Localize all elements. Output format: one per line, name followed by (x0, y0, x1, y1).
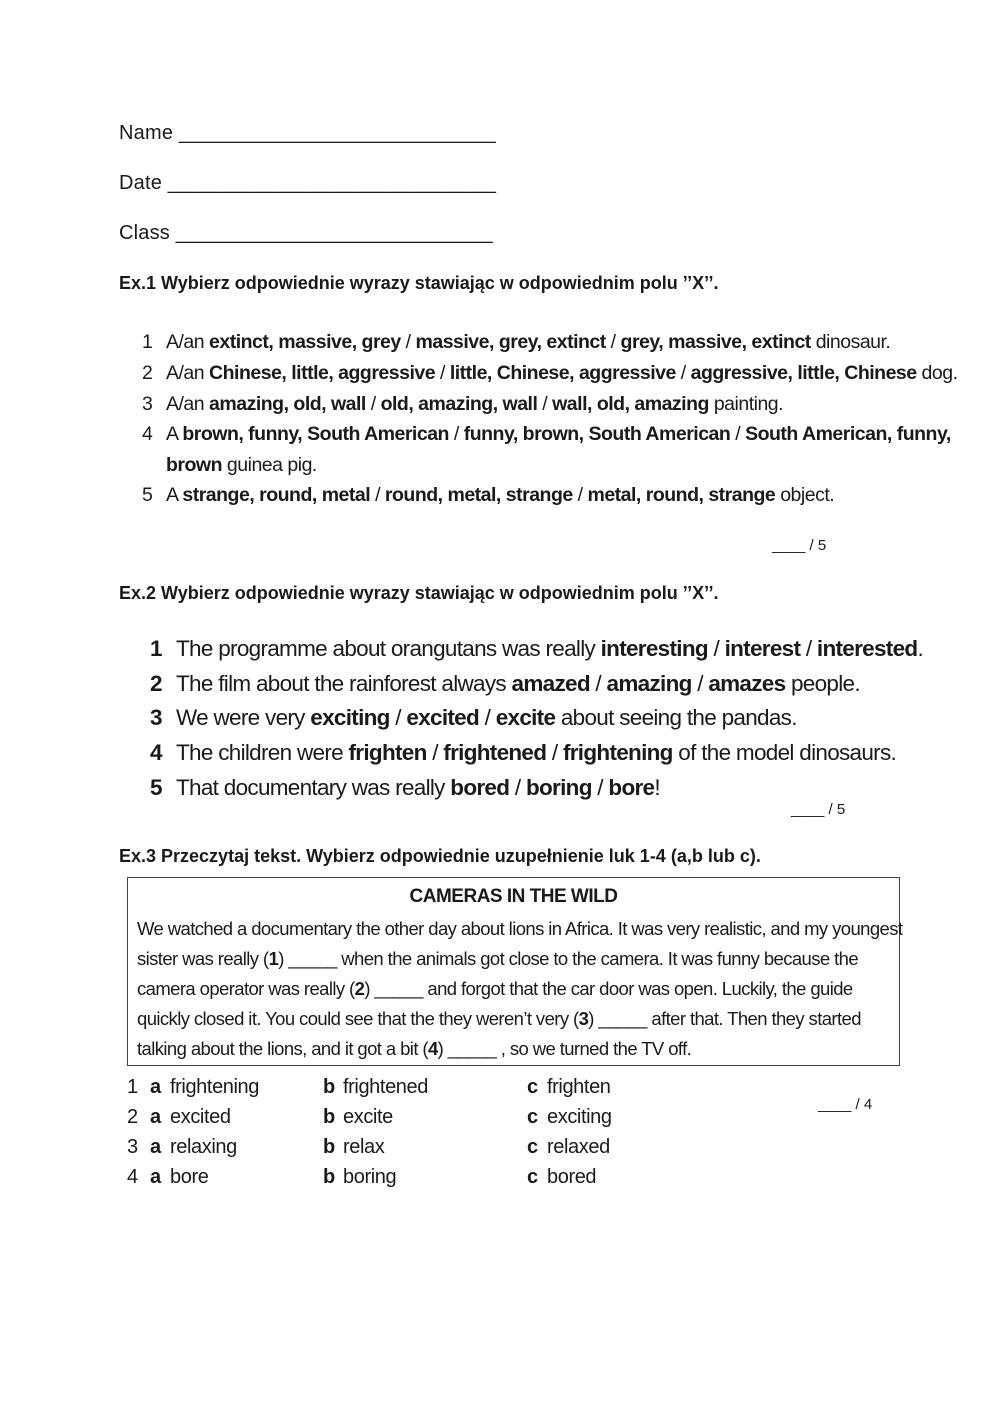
option-b[interactable]: b frightened (323, 1076, 428, 1098)
choice-option[interactable]: frightening (562, 740, 673, 765)
option-c[interactable]: c frighten (527, 1076, 611, 1098)
gap-number: 3 (578, 1008, 589, 1029)
option-c[interactable]: c relaxed (527, 1136, 610, 1158)
option-a[interactable]: a relaxing (150, 1136, 237, 1158)
reading-line: quickly closed it. You could see that the they weren’t very (3) _____ after that. Then they started (137, 1008, 861, 1029)
item-number: 5 (142, 484, 153, 506)
choice-option[interactable]: amazes (708, 671, 786, 696)
gap-number: 4 (427, 1038, 438, 1059)
choice-option[interactable]: funny, brown, South American (463, 423, 731, 445)
reading-text-box (127, 877, 903, 1066)
date-field: Date _____________________________ (119, 172, 497, 194)
item-number: 5 (150, 775, 162, 800)
name-field: Name ____________________________ (119, 122, 496, 144)
choice-option[interactable]: amazing, old, wall (209, 393, 366, 415)
option-c[interactable]: c bored (527, 1166, 597, 1188)
choice-option[interactable]: boring (525, 775, 592, 800)
reading-line: sister was really (1) _____ when the animals got close to the camera. It was funny because the (137, 948, 859, 969)
choice-option[interactable]: frightened (443, 740, 547, 765)
reading-line: talking about the lions, and it got a bit (4) _____ , so we turned the TV off. (137, 1038, 692, 1059)
choice-option[interactable]: excite (495, 705, 556, 730)
ex2-item-4: 4 The children were frighten / frightened / frightening of the model dinosaurs. (150, 740, 897, 765)
ex1-score: ____ / 5 (772, 537, 827, 554)
ex1-heading: Ex.1 Wybierz odpowiednie wyrazy stawiając w odpowiednim polu ’’X’’. (119, 273, 719, 293)
ex2-item-1: 1 The programme about orangutans was really interesting / interest / interested. (150, 636, 924, 661)
choice-option[interactable]: South American, funny, (745, 423, 951, 445)
ex1-item-5: 5 A strange, round, metal / round, metal, strange / metal, round, strange object. (142, 484, 835, 506)
choice-option[interactable]: bore (608, 775, 655, 800)
choice-option[interactable]: aggressive, little, Chinese (690, 362, 917, 384)
choice-option[interactable]: little, Chinese, aggressive (449, 362, 676, 384)
option-b[interactable]: b excite (323, 1106, 393, 1128)
choice-option[interactable]: brown (166, 454, 222, 476)
question-number: 1 (127, 1076, 139, 1098)
choice-option[interactable]: amazed (511, 671, 590, 696)
choice-option[interactable]: Chinese, little, aggressive (209, 362, 436, 384)
choice-option[interactable]: metal, round, strange (587, 484, 776, 506)
gap-number: 1 (268, 948, 279, 969)
reading-line: We watched a documentary the other day about lions in Africa. It was very realistic, and my youngest (137, 918, 903, 939)
ex3-heading: Ex.3 Przeczytaj tekst. Wybierz odpowiednie uzupełnienie luk 1-4 (a,b lub c). (119, 846, 761, 866)
ex1-item-1: 1 A/an extinct, massive, grey / massive, grey, extinct / grey, massive, extinct dinosaur. (142, 331, 891, 353)
gap-number: 2 (354, 978, 365, 999)
class-field: Class ____________________________ (119, 222, 493, 244)
choice-option[interactable]: interested (816, 636, 918, 661)
question-number: 2 (127, 1106, 139, 1128)
choice-option[interactable]: interesting (600, 636, 708, 661)
ex2-score: ____ / 5 (791, 801, 846, 818)
option-a[interactable]: a frightening (150, 1076, 259, 1098)
option-a[interactable]: a excited (150, 1106, 231, 1128)
item-number: 4 (150, 740, 162, 765)
item-number: 3 (150, 705, 162, 730)
choice-option[interactable]: amazing (606, 671, 692, 696)
item-number: 4 (142, 423, 153, 445)
ex2-item-2: 2 The film about the rainforest always amazed / amazing / amazes people. (150, 671, 860, 696)
ex1-item-4: 4 A brown, funny, South American / funny, brown, South American / South American, funny, (142, 423, 951, 445)
choice-option[interactable]: brown, funny, South American (182, 423, 449, 445)
item-number: 3 (142, 393, 153, 415)
item-number: 1 (142, 331, 153, 353)
option-b[interactable]: b relax (323, 1136, 385, 1158)
option-c[interactable]: c exciting (527, 1106, 612, 1128)
ex2-item-5: 5 That documentary was really bored / boring / bore! (150, 775, 660, 800)
ex1-item-3: 3 A/an amazing, old, wall / old, amazing, wall / wall, old, amazing painting. (142, 393, 784, 415)
choice-option[interactable]: wall, old, amazing (552, 393, 709, 415)
choice-option[interactable]: massive, grey, extinct (415, 331, 606, 353)
reading-line: camera operator was really (2) _____ and forgot that the car door was open. Luckily, the guide (137, 978, 853, 999)
item-number: 2 (150, 671, 162, 696)
item-number: 2 (142, 362, 153, 384)
question-number: 4 (127, 1166, 139, 1188)
option-a[interactable]: a bore (150, 1166, 209, 1188)
choice-option[interactable]: strange, round, metal (182, 484, 371, 506)
choice-option[interactable]: extinct, massive, grey (209, 331, 401, 353)
choice-option[interactable]: exciting (310, 705, 390, 730)
item-number: 1 (150, 636, 162, 661)
reading-title: CAMERAS IN THE WILD (409, 886, 618, 907)
choice-option[interactable]: grey, massive, extinct (620, 331, 811, 353)
ex1-item-2: 2 A/an Chinese, little, aggressive / little, Chinese, aggressive / aggressive, little, Chinese dog. (142, 362, 958, 384)
choice-option[interactable]: old, amazing, wall (380, 393, 538, 415)
choice-option[interactable]: frighten (348, 740, 427, 765)
option-b[interactable]: b boring (323, 1166, 397, 1188)
choice-option[interactable]: round, metal, strange (384, 484, 573, 506)
ex2-item-3: 3 We were very exciting / excited / excite about seeing the pandas. (150, 705, 797, 730)
choice-option[interactable]: excited (406, 705, 480, 730)
ex2-heading: Ex.2 Wybierz odpowiednie wyrazy stawiając w odpowiednim polu ’’X’’. (119, 583, 719, 603)
ex3-score: ____ / 4 (818, 1096, 873, 1113)
question-number: 3 (127, 1136, 139, 1158)
choice-option[interactable]: bored (450, 775, 510, 800)
choice-option[interactable]: interest (724, 636, 801, 661)
ex1-item-4-continuation: brown guinea pig. (166, 454, 317, 476)
